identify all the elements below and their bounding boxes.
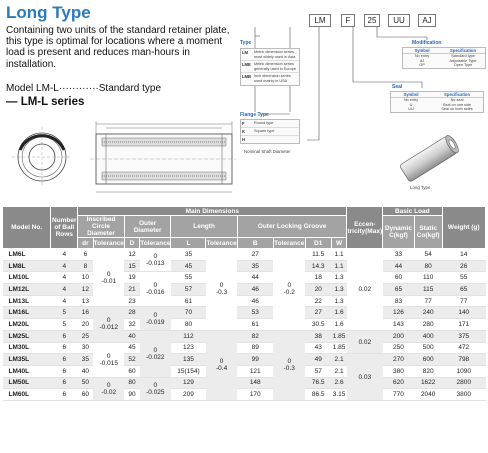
D1-cell: 22 — [305, 295, 331, 307]
flange-caption: Flange Type — [240, 112, 269, 118]
static-load-cell: 1622 — [414, 377, 442, 389]
flange-table: F Round type K Square type H — [240, 119, 300, 144]
L-cell: 61 — [171, 295, 206, 307]
code-part-flange: F — [341, 14, 355, 27]
table-row — [3, 365, 486, 377]
dr-cell: 60 — [78, 389, 93, 401]
dr-cell: 8 — [78, 260, 93, 272]
D-tolerance-cell: 0 -0.016 — [140, 272, 171, 307]
weight-cell: 798 — [442, 354, 485, 366]
L-cell: 57 — [171, 284, 206, 296]
modification-table: Symbol Specification No entry Standard type AJ Adjustable Type OP Open Type — [402, 47, 486, 69]
D1-cell: 14.3 — [305, 260, 331, 272]
L-cell: 80 — [171, 319, 206, 331]
weight-cell: 55 — [442, 272, 485, 284]
ball-rows-cell: 6 — [51, 354, 78, 366]
static-load-cell: 77 — [414, 295, 442, 307]
static-load-cell: 240 — [414, 307, 442, 319]
D1-cell: 57 — [305, 365, 331, 377]
D1-cell: 20 — [305, 284, 331, 296]
D-tolerance-cell: 0 -0.019 — [140, 307, 171, 330]
dynamic-load-cell: 65 — [383, 284, 415, 296]
D1-cell: 43 — [305, 342, 331, 354]
weight-cell: 14 — [442, 249, 485, 261]
table-row — [3, 342, 486, 354]
D1-header: D1 — [305, 238, 331, 249]
W-header: W — [331, 238, 347, 249]
dr-header: dr — [78, 238, 93, 249]
table-row — [3, 284, 486, 296]
code-part-modification: AJ — [418, 14, 436, 27]
ball-rows-cell: 4 — [51, 272, 78, 284]
dynamic-load-cell: 380 — [383, 365, 415, 377]
outer-locking-groove-header: Outer Locking Groove — [237, 216, 347, 238]
weight-cell: 171 — [442, 319, 485, 331]
table-row — [3, 307, 486, 319]
ball-rows-cell: 4 — [51, 260, 78, 272]
section-title: Long Type — [6, 3, 91, 22]
L-cell: 123 — [171, 342, 206, 354]
D1-cell: 86.5 — [305, 389, 331, 401]
B-tolerance-cell: 0 -0.2 — [273, 249, 305, 331]
L-cell: 55 — [171, 272, 206, 284]
ball-rows-cell: 6 — [51, 330, 78, 342]
B-cell: 121 — [237, 365, 273, 377]
L-cell: 135 — [171, 354, 206, 366]
D1-cell: 38 — [305, 330, 331, 342]
eccentricity-cell: 0.02 — [347, 249, 383, 331]
col-model-header: Model No. — [3, 207, 51, 249]
dr-tolerance-cell: 0 -0.015 — [93, 342, 124, 377]
W-cell: 2.1 — [331, 365, 347, 377]
dr-cell: 10 — [78, 272, 93, 284]
dr-tolerance-cell: 0 -0.012 — [93, 307, 124, 342]
model-cell: LM8L — [3, 260, 51, 272]
long-type-drawing — [390, 128, 468, 188]
dr-cell: 16 — [78, 307, 93, 319]
D-cell: 40 — [124, 330, 139, 342]
ball-rows-cell: 4 — [51, 295, 78, 307]
W-cell: 1.85 — [331, 330, 347, 342]
D-cell: 80 — [124, 377, 139, 389]
weight-cell: 375 — [442, 330, 485, 342]
inscribed-circle-header: Inscribed Circle Diameter — [78, 216, 125, 238]
D-cell: 15 — [124, 260, 139, 272]
L-cell: 15(154) — [171, 365, 206, 377]
dr-cell: 13 — [78, 295, 93, 307]
ball-rows-cell: 6 — [51, 377, 78, 389]
side-view-drawing — [90, 121, 236, 192]
W-cell: 1.6 — [331, 319, 347, 331]
table-row — [3, 295, 486, 307]
model-cell: LM50L — [3, 377, 51, 389]
code-part-type: LM — [309, 14, 331, 27]
eccentricity-cell: 0.02 — [347, 330, 383, 353]
col-basic-load-header: Basic Load — [383, 207, 442, 216]
section-description: Containing two units of the standard retainer plate, this type is optimal for locations where a moment load is present and reduces man-hours in installation. — [6, 25, 230, 70]
model-cell: LM10L — [3, 272, 51, 284]
B-tolerance-header: Tolerance — [274, 239, 305, 247]
shaft-caption: Nominal Shaft Diameter — [244, 149, 291, 154]
weight-cell: 65 — [442, 284, 485, 296]
D-cell: 45 — [124, 342, 139, 354]
dynamic-load-cell: 200 — [383, 330, 415, 342]
D1-cell: 49 — [305, 354, 331, 366]
W-cell: 1.6 — [331, 307, 347, 319]
model-cell: LM30L — [3, 342, 51, 354]
D1-cell: 30.5 — [305, 319, 331, 331]
static-load-cell: 600 — [414, 354, 442, 366]
dynamic-load-cell: 250 — [383, 342, 415, 354]
D-cell: 28 — [124, 307, 139, 319]
D-cell: 32 — [124, 319, 139, 331]
ball-rows-cell: 4 — [51, 284, 78, 296]
W-cell: 1.1 — [331, 249, 347, 261]
static-load-cell: 400 — [414, 330, 442, 342]
dr-cell: 30 — [78, 342, 93, 354]
model-code-diagram — [240, 0, 488, 198]
D1-cell: 18 — [305, 272, 331, 284]
static-load-cell: 80 — [414, 260, 442, 272]
dr-cell: 40 — [78, 365, 93, 377]
bearing-drawing — [4, 112, 236, 200]
dynamic-load-cell: 44 — [383, 260, 415, 272]
weight-cell: 77 — [442, 295, 485, 307]
D-cell: 12 — [124, 249, 139, 261]
dr-cell: 25 — [78, 330, 93, 342]
W-cell: 3.15 — [331, 389, 347, 401]
weight-cell: 1090 — [442, 365, 485, 377]
W-cell: 1.3 — [331, 295, 347, 307]
L-tolerance-cell: 0 -0.3 — [206, 249, 237, 331]
model-cell: LM12L — [3, 284, 51, 296]
length-header: Length — [171, 216, 237, 238]
dynamic-load-cell: 143 — [383, 319, 415, 331]
dr-tolerance-cell: 0 -0.02 — [93, 377, 124, 400]
static-load-cell: 500 — [414, 342, 442, 354]
L-tolerance-header: Tolerance — [206, 239, 237, 247]
B-cell: 27 — [237, 249, 273, 261]
col-weight-header: Weight (g) — [442, 207, 485, 249]
dynamic-load-cell: 33 — [383, 249, 415, 261]
W-cell: 1.1 — [331, 260, 347, 272]
model-cell: LM60L — [3, 389, 51, 401]
static-load-cell: 820 — [414, 365, 442, 377]
D-cell: 60 — [124, 365, 139, 377]
dr-cell: 6 — [78, 249, 93, 261]
outer-diameter-header: Outer Diameter — [124, 216, 171, 238]
model-cell: LM6L — [3, 249, 51, 261]
dr-cell: 20 — [78, 319, 93, 331]
D-cell: 21 — [124, 284, 139, 296]
D-cell: 90 — [124, 389, 139, 401]
D1-cell: 11.5 — [305, 249, 331, 261]
D-tolerance-cell: 0 -0.025 — [140, 377, 171, 400]
W-cell: 1.3 — [331, 272, 347, 284]
model-cell: LM20L — [3, 319, 51, 331]
eccentricity-cell: 0.03 — [347, 354, 383, 401]
L-header: L — [171, 238, 206, 249]
model-cell: LM13L — [3, 295, 51, 307]
end-view-drawing — [12, 127, 72, 187]
model-cell: LM35L — [3, 354, 51, 366]
dr-cell: 35 — [78, 354, 93, 366]
dynamic-load-cell: 270 — [383, 354, 415, 366]
seal-caption: Seal — [392, 84, 403, 90]
static-load-cell: 54 — [414, 249, 442, 261]
D-header: D — [124, 238, 139, 249]
model-cell: LM40L — [3, 365, 51, 377]
B-cell: 170 — [237, 389, 273, 401]
ball-rows-cell: 5 — [51, 307, 78, 319]
table-row — [3, 389, 486, 401]
code-part-seal: UU — [388, 14, 410, 27]
B-cell: 148 — [237, 377, 273, 389]
ball-rows-cell: 6 — [51, 365, 78, 377]
table-row — [3, 249, 486, 261]
table-row — [3, 272, 486, 284]
D1-cell: 76.5 — [305, 377, 331, 389]
L-cell: 35 — [171, 249, 206, 261]
dynamic-load-cell: 770 — [383, 389, 415, 401]
ball-rows-cell: 6 — [51, 342, 78, 354]
L-cell: 70 — [171, 307, 206, 319]
B-header: B — [237, 238, 273, 249]
D-cell: 23 — [124, 295, 139, 307]
dynamic-load-header: Dynamic C(kgf) — [383, 216, 415, 249]
B-cell: 35 — [237, 260, 273, 272]
col-main-dimensions-header: Main Dimensions — [78, 207, 347, 216]
B-tolerance-cell: 0 -0.3 — [273, 330, 305, 400]
D-cell: 19 — [124, 272, 139, 284]
D1-cell: 27 — [305, 307, 331, 319]
modification-caption: Modification — [412, 40, 442, 46]
W-cell: 1.85 — [331, 342, 347, 354]
L-tolerance-cell: 0 -0.4 — [206, 330, 237, 400]
B-cell: 46 — [237, 284, 273, 296]
L-cell: 129 — [171, 377, 206, 389]
W-cell: 2.6 — [331, 377, 347, 389]
model-cell: LM25L — [3, 330, 51, 342]
W-cell: 1.3 — [331, 284, 347, 296]
L-cell: 209 — [171, 389, 206, 401]
table-row — [3, 260, 486, 272]
static-load-cell: 280 — [414, 319, 442, 331]
static-load-cell: 110 — [414, 272, 442, 284]
weight-cell: 26 — [442, 260, 485, 272]
B-cell: 44 — [237, 272, 273, 284]
model-line: Model LM-L············Standard type — [6, 83, 162, 94]
W-cell: 2.1 — [331, 354, 347, 366]
weight-cell: 3800 — [442, 389, 485, 401]
B-cell: 61 — [237, 319, 273, 331]
dynamic-load-cell: 83 — [383, 295, 415, 307]
type-caption: Type — [240, 40, 252, 46]
ball-rows-cell: 6 — [51, 389, 78, 401]
weight-cell: 2800 — [442, 377, 485, 389]
seal-table: Symbol Specification No entry No seal U Seal on one side UU Seal on both sides — [390, 91, 484, 113]
dr-tolerance-cell: 0 -0.01 — [93, 249, 124, 307]
D-tolerance-cell: 0 -0.013 — [140, 249, 171, 272]
weight-cell: 140 — [442, 307, 485, 319]
series-title: — LM-L series — [6, 96, 85, 108]
dynamic-load-cell: 620 — [383, 377, 415, 389]
weight-cell: 472 — [442, 342, 485, 354]
type-table: LM Metric dimension series most widely used in Asia LME Metric dimension series generally used in Europe LMB Inch dimension series used mainly in USA — [240, 48, 300, 86]
table-row — [3, 319, 486, 331]
col-eccentricity-header: Eccen-tricity(Max) — [347, 207, 383, 249]
D-cell: 52 — [124, 354, 139, 366]
dynamic-load-cell: 60 — [383, 272, 415, 284]
table-row — [3, 354, 486, 366]
col-ball-rows-header: Number of Ball Rows — [51, 207, 78, 249]
dr-cell: 12 — [78, 284, 93, 296]
B-cell: 46 — [237, 295, 273, 307]
B-cell: 99 — [237, 354, 273, 366]
code-part-shaft: 25 — [364, 14, 380, 27]
static-load-cell: 2040 — [414, 389, 442, 401]
B-cell: 53 — [237, 307, 273, 319]
ball-rows-cell: 4 — [51, 249, 78, 261]
dynamic-load-cell: 126 — [383, 307, 415, 319]
D-tolerance-cell: 0 -0.022 — [140, 330, 171, 377]
L-cell: 45 — [171, 260, 206, 272]
table-row — [3, 330, 486, 342]
B-cell: 82 — [237, 330, 273, 342]
model-cell: LM16L — [3, 307, 51, 319]
D-tolerance-header: Tolerance — [140, 239, 171, 247]
B-cell: 89 — [237, 342, 273, 354]
table-row — [3, 377, 486, 389]
static-load-cell: 115 — [414, 284, 442, 296]
dr-cell: 50 — [78, 377, 93, 389]
ball-rows-cell: 5 — [51, 319, 78, 331]
L-cell: 112 — [171, 330, 206, 342]
specification-table — [2, 206, 486, 401]
long-type-caption: Long Type — [410, 185, 431, 190]
dr-tolerance-header: Tolerance — [93, 239, 124, 247]
static-load-header: Static Co(kgf) — [414, 216, 442, 249]
